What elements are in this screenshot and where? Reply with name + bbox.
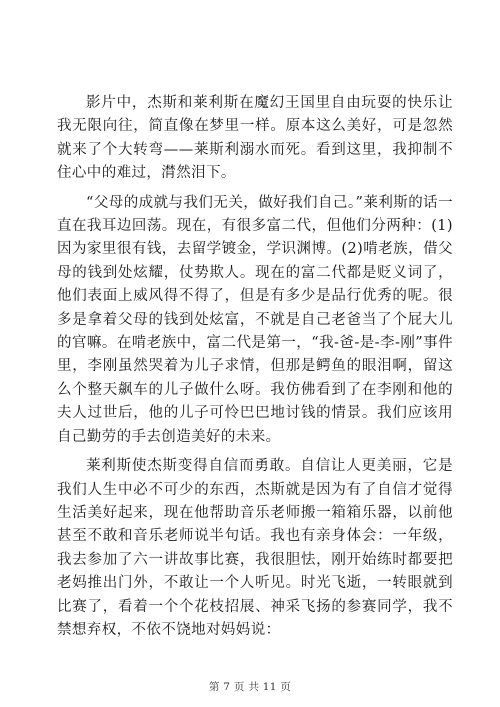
paragraph-film-summary: 影片中，杰斯和莱利斯在魔幻王国里自由玩耍的快乐让我无限向往，简直像在梦里一样。原本这么美好，可是忽然就来了个大转弯——莱斯利溺水而死。看到这里，我抑制不住心中的难过，潸然泪下。 [57,95,453,182]
page-number-footer: 第 7 页 共 11 页 [208,681,292,693]
paragraph-confidence: 莱利斯使杰斯变得自信而勇敢。自信让人更美丽，它是我们人生中必不可少的东西，杰斯就是因为有了自信才觉得生活美好起来，现在他帮助音乐老师搬一箱箱乐器，以前他甚至不敢和音乐老师说半句话。我也有亲身体会：一年级，我去参加了六一讲故事比赛，我很胆怯，刚开始练时都要把老妈推出门外，不敢让一个人听见。时光飞逝，一转眼就到比赛了，看着一个个花枝招展、神采飞扬的参赛同学，我不禁想弃权，不依不饶地对妈妈说： [57,458,453,638]
paragraph-rich-second-generation: “父母的成就与我们无关，做好我们自己。”莱利斯的话一直在我耳边回荡。现在，有很多富二代，但他们分两种：(1)因为家里很有钱，去留学镀金，学识渊博。(2)啃老族，借父母的钱到处炫耀，仗势欺人。现在的富二代都是贬义词了，他们表面上威风得不得了，但是有多少是品行优秀的呢。很多是拿着父母的钱到处炫富，不就是自己老爸当了个屁大儿的官嘛。在啃老族中，富二代是第一，“我-爸-是-李-刚”事件里，李刚虽然哭着为儿子求情，但那是鳄鱼的眼泪啊，留这么个整天飙车的儿子做什么呀。我仿佛看到了在李刚和他的夫人过世后，他的儿子可怜巴巴地讨钱的情景。我们应该用自己勤劳的手去创造美好的未来。 [57,194,453,445]
document-body [57,92,453,642]
